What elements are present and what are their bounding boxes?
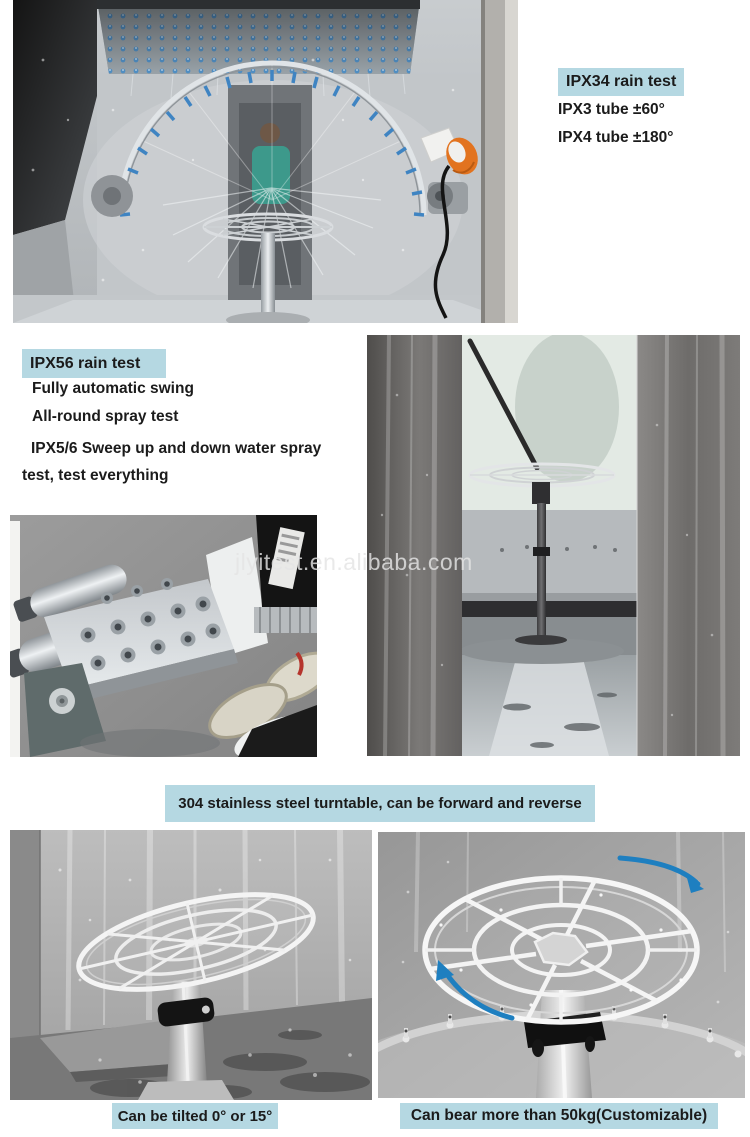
- turntable-disc: [425, 878, 697, 1022]
- ipx56-line-3: IPX5/6 Sweep up and down water spray: [31, 440, 322, 457]
- ipx56-title: IPX56 rain test: [22, 349, 166, 378]
- photo-ipx56-jet-chamber: [367, 335, 740, 756]
- photo-turntable-rotation: [378, 832, 745, 1098]
- ipx56-line-4: test, test everything: [22, 467, 169, 484]
- ipx56-line-2: All-round spray test: [32, 408, 179, 425]
- ipx34-title: IPX34 rain test: [558, 68, 684, 96]
- ipx34-line-1: IPX3 tube ±60°: [558, 101, 665, 118]
- ipx56-line-1: Fully automatic swing: [32, 380, 194, 397]
- caption-tilt: Can be tilted 0° or 15°: [112, 1103, 278, 1129]
- photo-turntable-tilted: [10, 830, 372, 1100]
- caption-load: Can bear more than 50kg(Customizable): [400, 1103, 718, 1129]
- watermark: jlyitest.en.alibaba.com: [235, 549, 473, 575]
- turntable-banner: 304 stainless steel turntable, can be forward and reverse: [165, 785, 595, 822]
- ipx34-line-2: IPX4 tube ±180°: [558, 129, 674, 146]
- photo-spray-nozzle-assembly: [10, 515, 317, 757]
- photo-ipx34-rain-test-chamber: [13, 0, 518, 323]
